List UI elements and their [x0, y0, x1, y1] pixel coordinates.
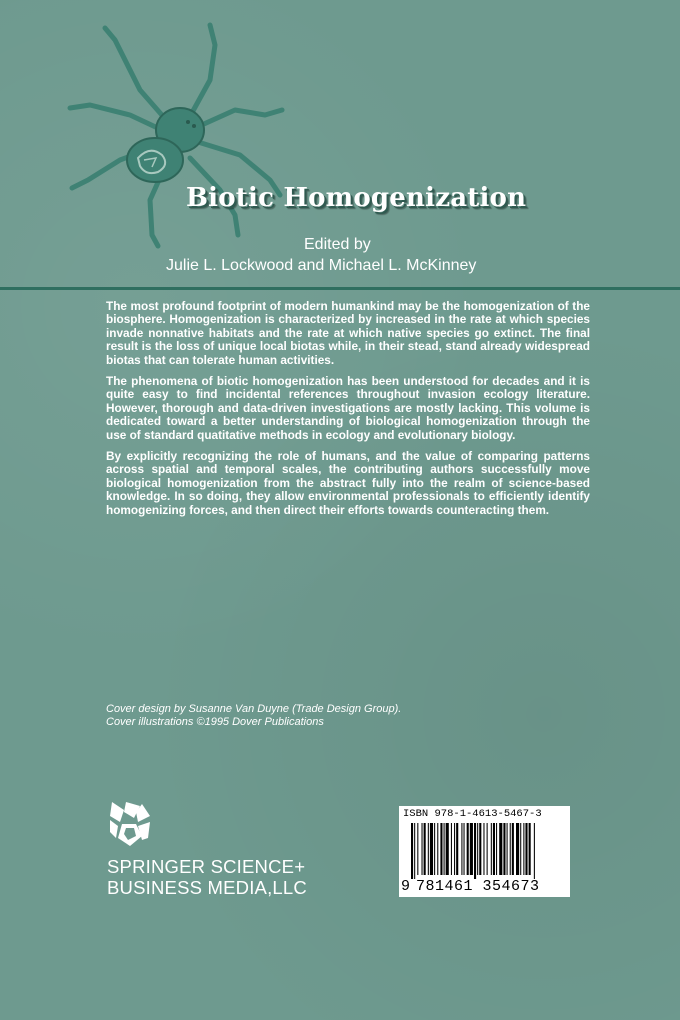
barcode-bar	[446, 823, 449, 875]
barcode-bar	[512, 823, 514, 875]
barcode-bar	[464, 823, 465, 875]
barcode-bar	[470, 823, 473, 875]
barcode-bar	[451, 823, 452, 875]
ean-digits: 781461 354673	[416, 878, 540, 895]
barcode-bar	[444, 823, 445, 875]
barcode-bar	[428, 823, 429, 875]
barcode-bar	[437, 823, 438, 875]
edited-by-label: Edited by	[304, 236, 371, 253]
ean-lead-digit: 9	[401, 878, 411, 895]
spider-icon	[60, 10, 290, 250]
barcode-bar	[479, 823, 481, 875]
barcode-bar	[503, 823, 505, 875]
barcode-bar	[523, 823, 524, 875]
description-paragraph: By explicitly recognizing the role of humans, and the value of comparing patterns across spatial and temporal scales, the contributing authors successfully move biological homogenization from the abstract fully into the realm of science-based knowledge. In so doing, they allow environmental professionals to efficiently identify homogenizing forces, and then direct their efforts towards counteracting them.	[106, 449, 590, 517]
barcode-bar	[434, 823, 435, 875]
cover-illustration-credit: Cover illustrations ©1995 Dover Publications	[106, 716, 324, 728]
book-description	[106, 300, 590, 525]
barcode-bar	[534, 823, 535, 879]
barcode-bar	[520, 823, 521, 875]
barcode-bar	[507, 823, 508, 875]
barcode-bar	[440, 823, 442, 875]
barcode-bar	[422, 823, 423, 875]
description-paragraph: The most profound footprint of modern humankind may be the homogenization of the biosphere. Homogenization is characterized by increased in the rate at which species invade nonnative habitats and the rate at which native species go extinct. The final result is the loss of unique local biotas while, in their stead, stand already widespread biotas that can tolerate human activities.	[106, 299, 590, 367]
barcode-bar	[483, 823, 484, 875]
isbn-barcode	[399, 806, 570, 897]
barcode-bar	[424, 823, 426, 875]
publisher-line-1: SPRINGER SCIENCE+	[107, 856, 306, 877]
barcode-bar	[516, 823, 519, 875]
barcode-bar	[493, 823, 495, 875]
barcode-bar	[461, 823, 462, 875]
barcode-bar	[411, 823, 413, 879]
barcode-bar	[454, 823, 455, 875]
barcode-bar	[510, 823, 511, 875]
barcode-bar	[529, 823, 531, 875]
barcode-bar	[467, 823, 469, 875]
cover-design-credit: Cover design by Susanne Van Duyne (Trade Design Group).	[106, 703, 402, 715]
description-paragraph: The phenomena of biotic homogenization has been understood for decades and it is quite easy to find incidental references throughout invasion ecology literature. However, thorough and data-driven investigations are mostly lacking. This volume is dedicated toward a better understanding of biological homogenization through the use of standard quatitative methods in ecology and evolutionary biology.	[106, 374, 590, 442]
divider-rule	[0, 287, 680, 290]
barcode-bar	[496, 823, 497, 875]
publisher-name	[107, 856, 307, 898]
barcode-bar	[491, 823, 492, 875]
book-title: Biotic Homogenization	[186, 183, 527, 213]
barcode-bar	[499, 823, 502, 875]
barcode-bars	[411, 823, 566, 879]
springer-horse-icon	[108, 800, 152, 850]
cover-credits	[106, 703, 401, 729]
isbn-label: ISBN 978-1-4613-5467-3	[403, 808, 542, 820]
barcode-bar	[474, 823, 476, 879]
barcode-bar	[456, 823, 458, 875]
barcode-bar	[430, 823, 433, 875]
barcode-bar	[487, 823, 488, 875]
barcode-bar	[477, 823, 478, 875]
barcode-bar	[525, 823, 527, 875]
publisher-line-2: BUSINESS MEDIA,LLC	[107, 877, 307, 898]
barcode-bar	[414, 823, 415, 879]
editors-names: Julie L. Lockwood and Michael L. McKinney	[166, 257, 477, 274]
barcode-bar	[417, 823, 418, 875]
